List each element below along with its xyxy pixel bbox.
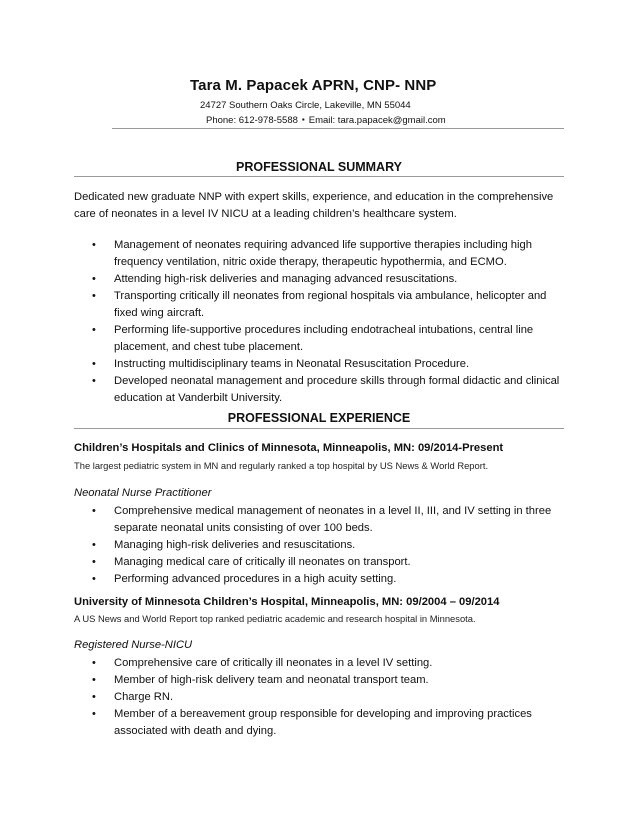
employer-description: The largest pediatric system in MN and regularly ranked a top hospital by US News & World Report. (74, 460, 489, 471)
list-item: • Comprehensive medical management of neonates in a level II, III, and IV setting in three separate neonatal units consisting of over 100 beds. (92, 505, 552, 534)
address-line: 24727 Southern Oaks Circle, Lakeville, MN 55044 (200, 100, 411, 111)
employer-name: Children’s Hospitals and Clinics of Minnesota, Minneapolis, MN: 09/2014-Present (74, 442, 504, 454)
summary-title: PROFESSIONAL SUMMARY (236, 160, 402, 174)
employer-description: A US News and World Report top ranked pediatric academic and research hospital in Minnesota. (74, 613, 476, 624)
list-item: • Management of neonates requiring advanced life supportive therapies including high frequency ventilation, nitric oxide therapy, therapeutic hypothermia, and ECMO. (92, 239, 532, 268)
experience-divider (74, 428, 564, 429)
phone-text: Phone: 612-978-5588 (206, 115, 298, 126)
bullet-glyph: • (92, 290, 96, 302)
list-item: • Transporting critically ill neonates from regional hospitals via ambulance, helicopter and fixed wing aircraft. (92, 290, 547, 319)
list-item: • Developed neonatal management and procedure skills through formal didactic and clinical education at Vanderbilt University. (92, 375, 560, 404)
list-item: • Managing medical care of critically ill neonates on transport. (92, 554, 572, 571)
list-item: • Comprehensive care of critically ill neonates in a level IV setting. (92, 655, 572, 672)
bullet-glyph: • (92, 691, 96, 703)
list-item: • Attending high-risk deliveries and managing advanced resuscitations. (92, 271, 572, 288)
list-item: • Member of a bereavement group responsible for developing and improving practices associated with death and dying. (92, 708, 532, 737)
bullet-glyph: • (92, 573, 96, 585)
list-item: • Instructing multidisciplinary teams in Neonatal Resuscitation Procedure. (92, 356, 572, 373)
contact-line (206, 115, 446, 126)
bullet-glyph: • (92, 273, 96, 285)
candidate-name: Tara M. Papacek APRN, CNP- NNP (190, 77, 437, 94)
summary-bullet-list (92, 237, 572, 407)
job-bullet-list (92, 503, 572, 588)
job-role: Registered Nurse-NICU (74, 639, 193, 651)
list-item: • Member of high-risk delivery team and neonatal transport team. (92, 672, 572, 689)
job-role: Neonatal Nurse Practitioner (74, 487, 212, 499)
list-item: • Performing life-supportive procedures including endotracheal intubations, central line placement, and chest tube placement. (92, 324, 534, 353)
list-item: • Charge RN. (92, 689, 572, 706)
separator-glyph: ▪ (301, 115, 305, 124)
job-bullet-list (92, 655, 572, 740)
bullet-glyph: • (92, 375, 96, 387)
bullet-glyph: • (92, 324, 96, 336)
experience-title: PROFESSIONAL EXPERIENCE (227, 411, 411, 425)
bullet-glyph: • (92, 239, 96, 251)
bullet-glyph: • (92, 657, 96, 669)
bullet-glyph: • (92, 708, 96, 720)
bullet-glyph: • (92, 556, 96, 568)
bullet-glyph: • (92, 674, 96, 686)
bullet-glyph: • (92, 539, 96, 551)
summary-intro: Dedicated new graduate NNP with expert skills, experience, and education in the comprehensive care of neonates in a level IV NICU at a leading children’s healthcare system. (74, 191, 554, 220)
summary-divider (74, 176, 564, 177)
header-divider (112, 128, 564, 129)
bullet-glyph: • (92, 505, 96, 517)
employer-name: University of Minnesota Children’s Hospital, Minneapolis, MN: 09/2004 – 09/2014 (74, 596, 500, 608)
bullet-glyph: • (92, 358, 96, 370)
email-text: Email: tara.papacek@gmail.com (308, 115, 446, 126)
list-item: • Managing high-risk deliveries and resuscitations. (92, 537, 572, 554)
list-item: • Performing advanced procedures in a high acuity setting. (92, 571, 572, 588)
